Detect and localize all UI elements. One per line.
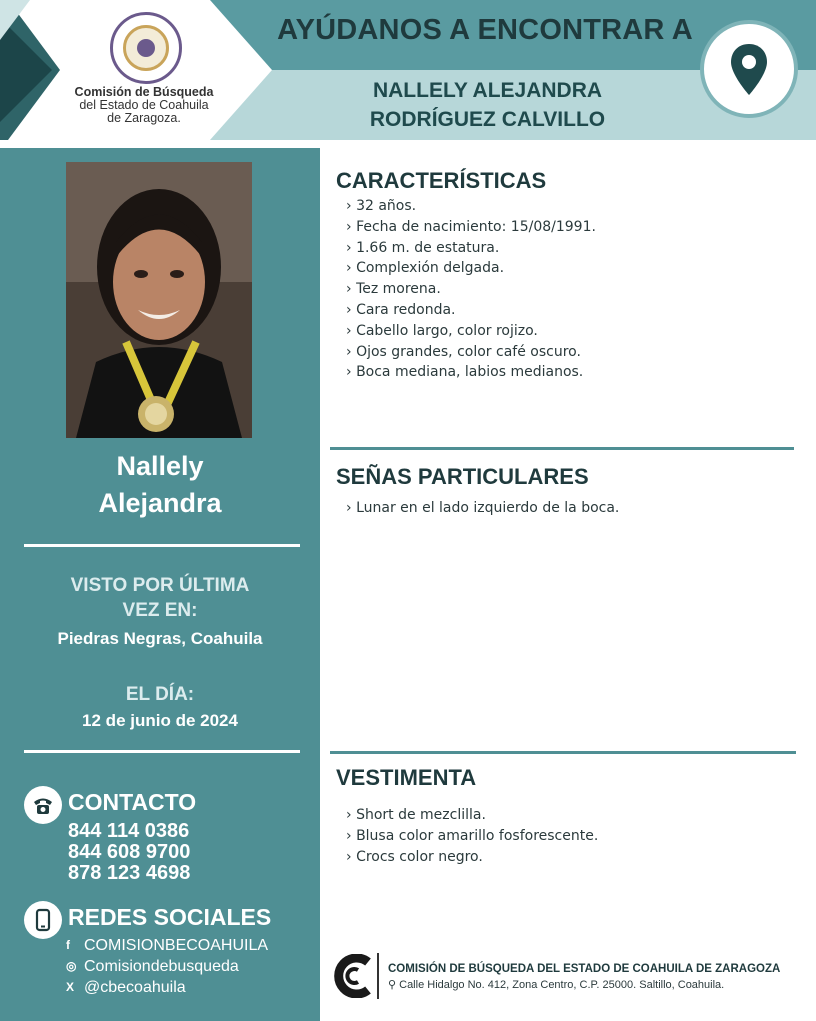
social-link-x[interactable] [66,977,268,998]
characteristics-title: CARACTERÍSTICAS [336,168,547,193]
commission-c-logo [334,954,374,998]
list-item: › 32 años. [346,196,596,217]
list-item: › Cabello largo, color rojizo. [346,321,596,342]
social-handle: @cbecoahuila [84,979,186,996]
distinguishing-marks-title: SEÑAS PARTICULARES [336,464,589,489]
social-handle: COMISIONBECOAHUILA [84,937,269,954]
footer-org-name: COMISIÓN DE BÚSQUEDA DEL ESTADO DE COAHUILA DE ZARAGOZA [388,963,781,975]
clothing-list [346,805,598,867]
contact-phone-list [68,821,190,884]
divider [330,447,794,450]
list-item: › Boca mediana, labios medianos. [346,362,596,383]
contact-phone[interactable]: 844 608 9700 [68,841,191,863]
footer-address-text: Calle Hidalgo No. 412, Zona Centro, C.P. 25000. Saltillo, Coahuila. [399,979,725,991]
missing-person-full-name [300,76,675,134]
social-handle: Comisiondebusqueda [84,958,239,975]
last-seen-place: Piedras Negras, Coahuila [57,629,263,648]
contact-title: CONTACTO [68,789,197,815]
commission-name-line: de Zaragoza. [107,111,181,125]
list-item: › Lunar en el lado izquierdo de la boca. [346,498,619,519]
commission-seal-logo [110,12,182,84]
divider [24,544,300,547]
footer-divider [377,953,379,999]
social-media-list [66,935,268,998]
last-seen-date-label: EL DÍA: [125,684,195,705]
list-item: › Fecha de nacimiento: 15/08/1991. [346,217,596,238]
list-item: › Cara redonda. [346,300,596,321]
list-item: › Ojos grandes, color café oscuro. [346,342,596,363]
list-item: › Short de mezclilla. [346,805,598,826]
footer-address [388,978,724,991]
phone-icon [24,786,62,824]
instagram-icon: ◎ [66,959,77,973]
map-pin-icon [700,20,798,118]
short-name-line: Alejandra [98,488,222,518]
last-seen-date: 12 de junio de 2024 [82,711,238,730]
social-media-title: REDES SOCIALES [68,904,272,930]
commission-name-line: Comisión de Búsqueda [74,85,214,99]
distinguishing-marks-list [346,498,619,519]
full-name-line: NALLELY ALEJANDRA [372,79,603,102]
commission-name [60,86,228,125]
location-pin-icon: ⚲ [388,979,397,991]
short-name-line: Nallely [116,451,204,481]
last-seen-label-line: VEZ EN: [122,600,198,621]
social-link-facebook[interactable] [66,935,268,956]
facebook-icon: f [66,938,70,952]
page-title: AYÚDANOS A ENCONTRAR A [277,14,693,46]
clothing-title: VESTIMENTA [336,765,477,790]
contact-phone[interactable]: 878 123 4698 [68,862,191,884]
missing-person-photo [66,162,252,438]
characteristics-list [346,196,596,383]
full-name-line: RODRÍGUEZ CALVILLO [369,108,606,131]
list-item: › Tez morena. [346,279,596,300]
smartphone-icon [24,901,62,939]
divider [24,750,300,753]
list-item: › 1.66 m. de estatura. [346,238,596,259]
divider [330,751,796,754]
list-item: › Crocs color negro. [346,847,598,868]
list-item: › Blusa color amarillo fosforescente. [346,826,598,847]
x-icon: X [66,980,75,994]
list-item: › Complexión delgada. [346,258,596,279]
left-info-panel [0,148,320,1021]
social-link-instagram[interactable] [66,956,268,977]
contact-phone[interactable]: 844 114 0386 [68,820,190,842]
last-seen-label-line: VISTO POR ÚLTIMA [70,575,250,596]
person-short-name [0,448,320,522]
last-seen-label [0,573,320,623]
header-banner [0,0,816,140]
commission-name-line: del Estado de Coahuila [79,98,209,112]
